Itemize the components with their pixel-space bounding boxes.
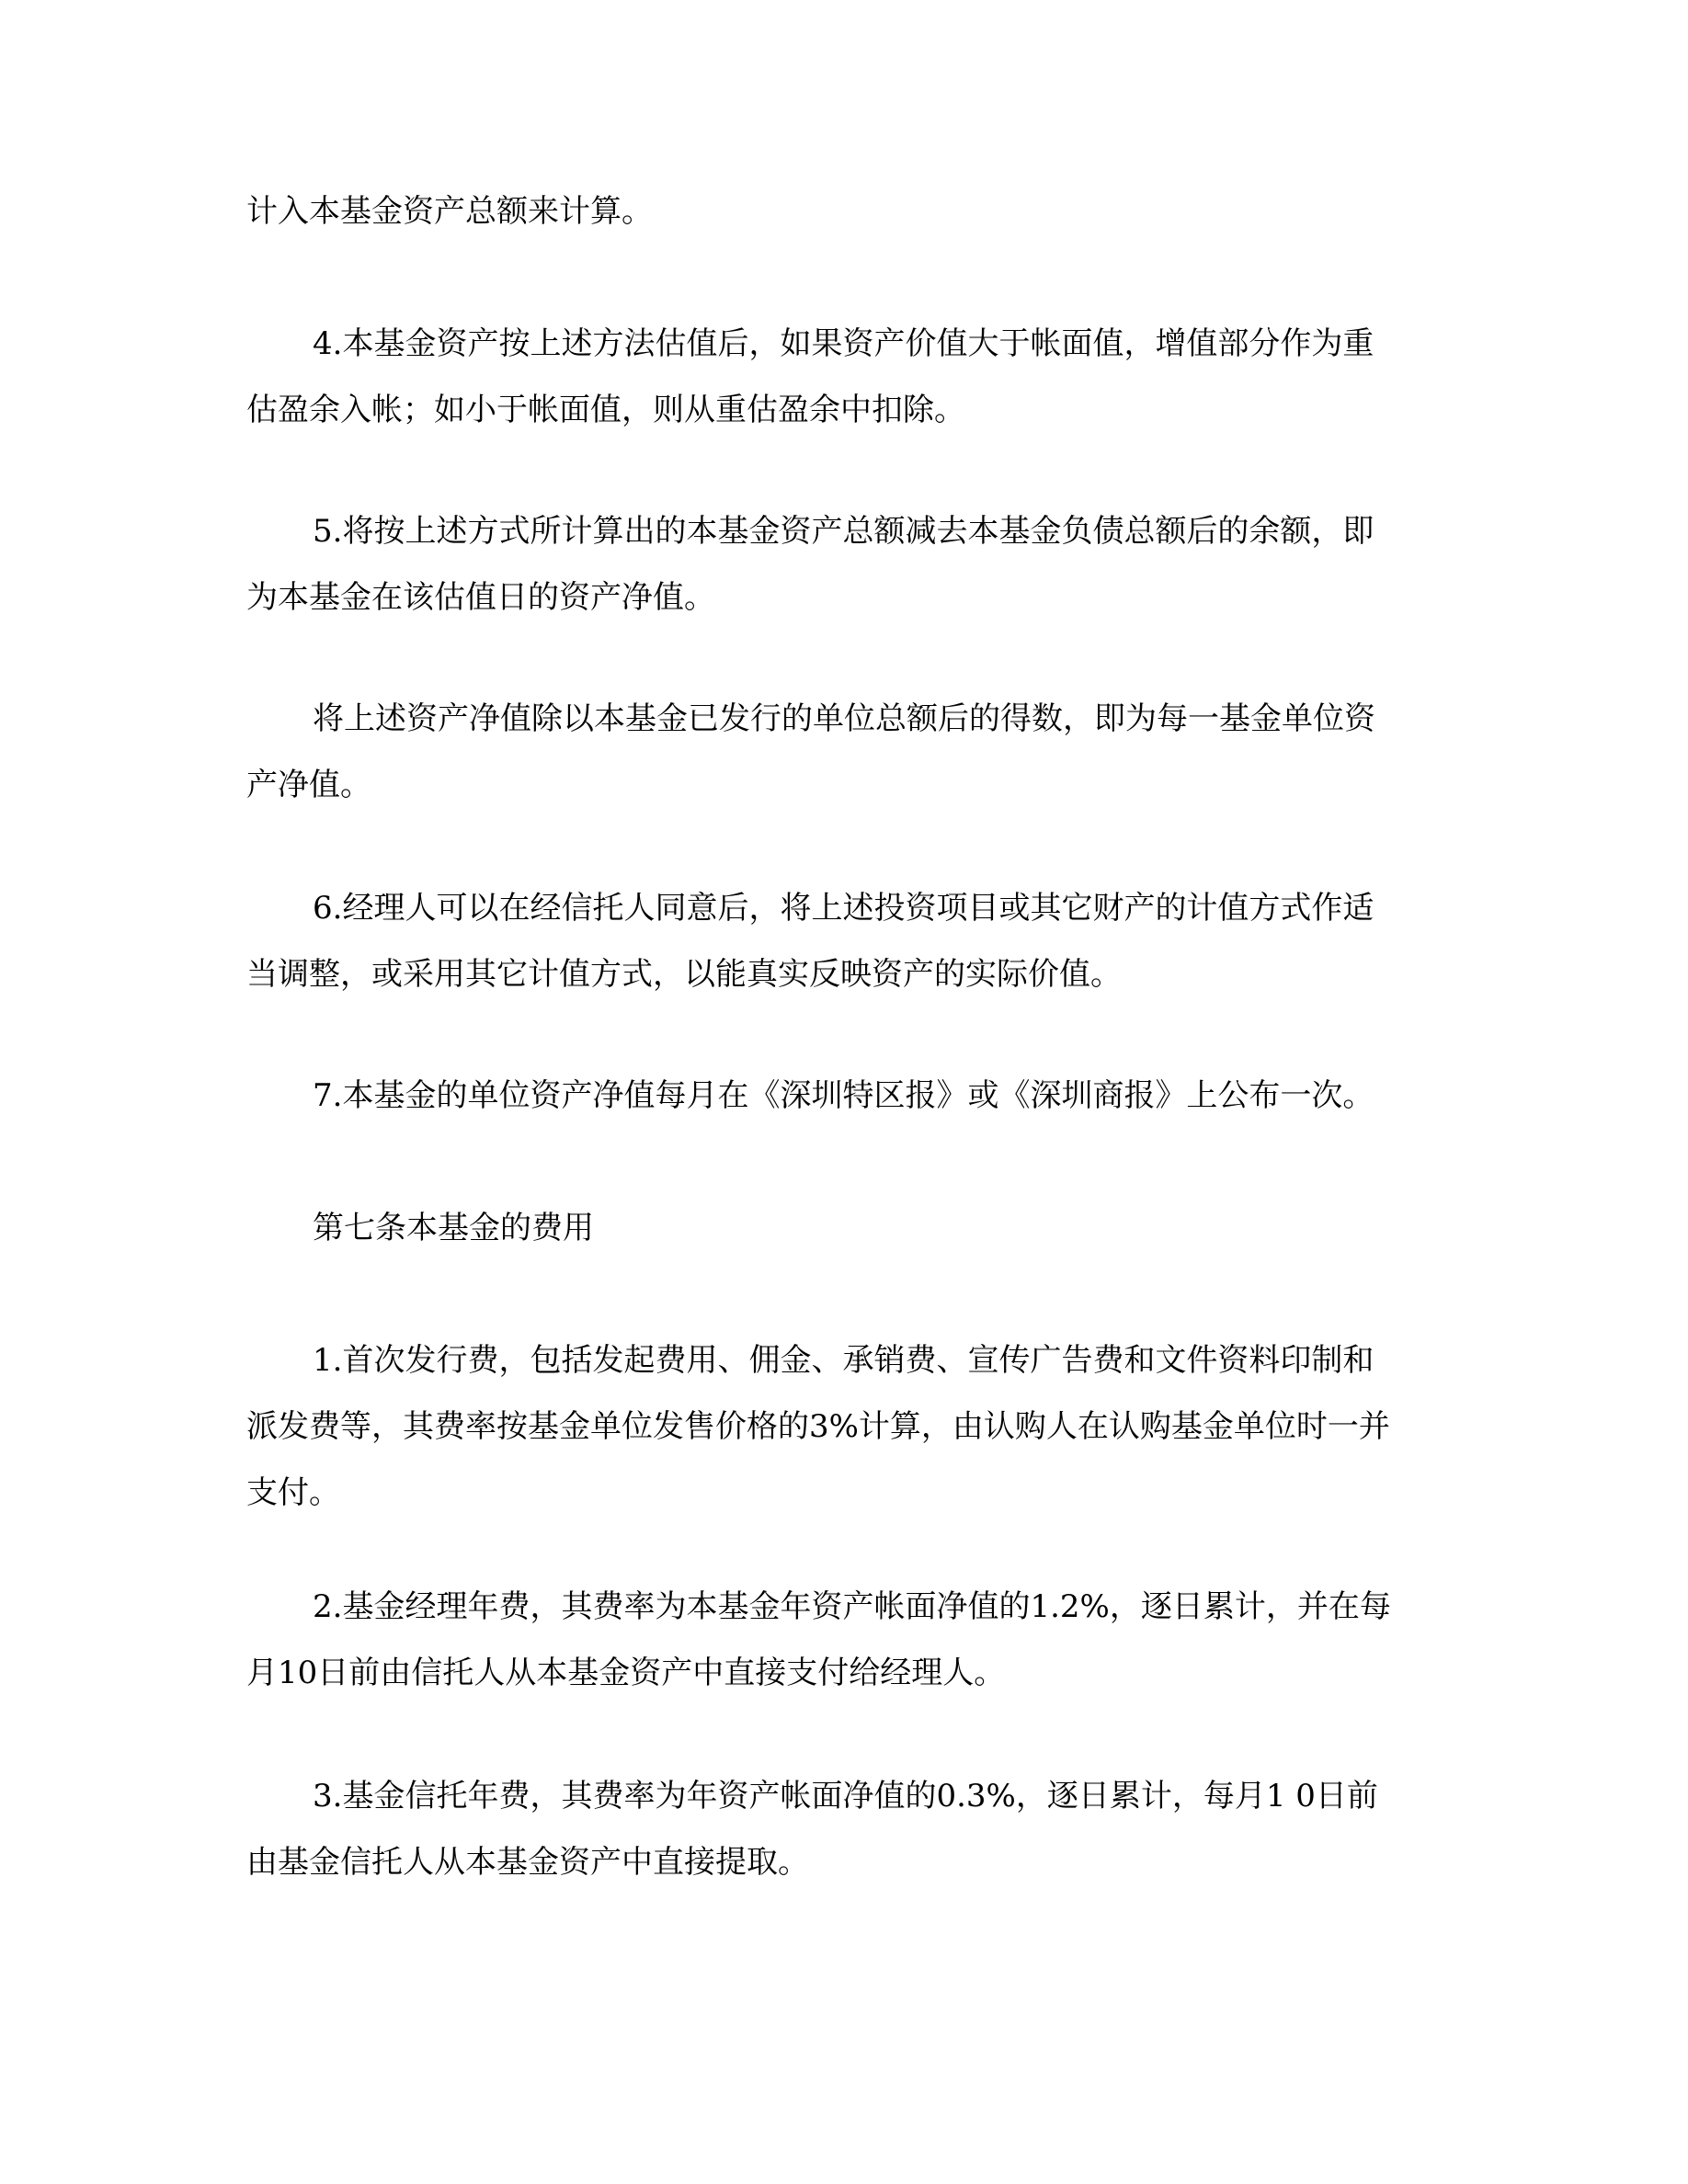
paragraph-fee-1: [246, 1327, 1434, 1526]
paragraph-item-6: [246, 875, 1434, 1007]
paragraph-line: 为本基金在该估值日的资产净值。: [246, 579, 715, 616]
paragraph-line: 6.经理人可以在经信托人同意后，将上述投资项目或其它财产的计值方式作适: [313, 890, 1374, 927]
paragraph-line: 7.本基金的单位资产净值每月在《深圳特区报》或《深圳商报》上公布一次。: [313, 1077, 1374, 1114]
paragraph-item-7: [246, 1063, 1434, 1129]
paragraph-line: 3.基金信托年费，其费率为年资产帐面净值的0.3%，逐日累计，每月1 0日前: [313, 1778, 1378, 1814]
paragraph-line: 将上述资产净值除以本基金已发行的单位总额后的得数，即为每一基金单位资: [313, 700, 1375, 737]
paragraph-line: 计入本基金资产总额来计算。: [246, 193, 653, 230]
paragraph-line: 4.本基金资产按上述方法估值后，如果资产价值大于帐面值，增值部分作为重: [313, 325, 1374, 362]
paragraph-line: 第七条本基金的费用: [313, 1210, 594, 1246]
paragraph-line: 当调整，或采用其它计值方式，以能真实反映资产的实际价值。: [246, 956, 1122, 993]
paragraph-line: 产净值。: [246, 767, 371, 803]
paragraph-line: 派发费等，其费率按基金单位发售价格的3%计算，由认购人在认购基金单位时一并: [246, 1408, 1390, 1445]
paragraph-fee-2: [246, 1574, 1434, 1706]
paragraph-line: 5.将按上述方式所计算出的本基金资产总额减去本基金负债总额后的余额，即: [313, 513, 1374, 550]
paragraph-item-4: [246, 311, 1434, 443]
paragraph-continuation: [246, 178, 1434, 245]
section-heading: [246, 1195, 1434, 1261]
paragraph-line: 月10日前由信托人从本基金资产中直接支付给经理人。: [246, 1655, 1006, 1691]
paragraph-line: 估盈余入帐；如小于帐面值，则从重估盈余中扣除。: [246, 392, 965, 428]
paragraph-item-5: [246, 498, 1434, 631]
paragraph-fee-3: [246, 1763, 1434, 1895]
paragraph-line: 由基金信托人从本基金资产中直接提取。: [246, 1844, 809, 1881]
paragraph-net-value: [246, 686, 1434, 818]
paragraph-line: 支付。: [246, 1474, 340, 1511]
paragraph-line: 1.首次发行费，包括发起费用、佣金、承销费、宣传广告费和文件资料印制和: [313, 1342, 1374, 1379]
paragraph-line: 2.基金经理年费，其费率为本基金年资产帐面净值的1.2%，逐日累计，并在每: [313, 1588, 1391, 1625]
